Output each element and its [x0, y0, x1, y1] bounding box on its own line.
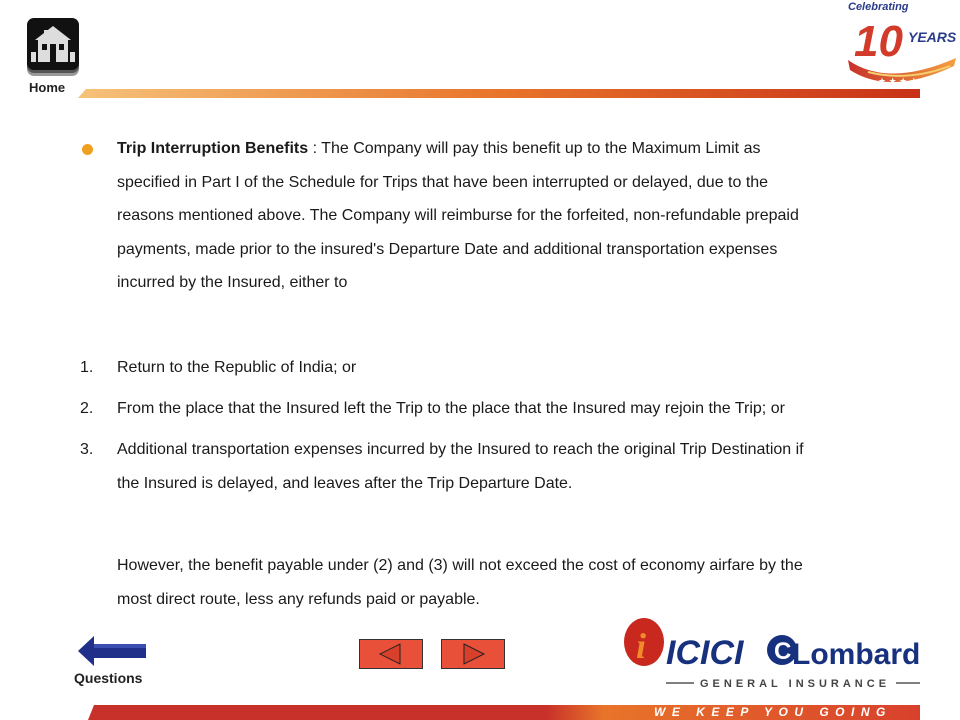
svg-text:YEARS: YEARS	[908, 29, 957, 45]
list-item-text: Additional transportation expenses incurred by the Insured to reach the original Trip Destination if	[117, 441, 804, 458]
intro-heading: Trip Interruption Benefits	[117, 140, 309, 157]
tagline: WE KEEP YOU GOING	[654, 705, 892, 719]
svg-text:i: i	[636, 626, 647, 666]
svg-text:Celebrating: Celebrating	[848, 1, 909, 13]
list-number: 3.	[80, 441, 94, 458]
svg-text:★ ★ ★ ★: ★ ★ ★ ★	[878, 76, 918, 86]
home-label: Home	[29, 80, 66, 95]
next-slide-button[interactable]	[441, 639, 505, 669]
svg-text:ICICI: ICICI	[666, 634, 744, 672]
list-number: 1.	[80, 359, 94, 376]
note-line: However, the benefit payable under (2) and (3) will not exceed the cost of economy airfare by the	[117, 557, 803, 574]
svg-text:Lombard: Lombard	[792, 638, 921, 671]
intro-line: reasons mentioned above. The Company will reimburse for the forfeited, non-refundable prepaid	[117, 207, 799, 224]
note-paragraph	[117, 549, 927, 616]
svg-text:GENERAL INSURANCE: GENERAL INSURANCE	[700, 678, 891, 690]
intro-line: : The Company will pay this benefit up to the Maximum Limit as	[308, 140, 761, 157]
left-arrow-icon	[78, 634, 148, 668]
triangle-left-icon	[360, 640, 422, 668]
svg-text:10: 10	[854, 17, 903, 66]
list-item	[117, 392, 927, 426]
list-item	[117, 351, 927, 385]
list-item-text: Return to the Republic of India; or	[117, 359, 357, 376]
questions-label: Questions	[74, 670, 143, 686]
intro-line: payments, made prior to the insured's Departure Date and additional transportation expenses	[117, 240, 778, 258]
list-item-text: the Insured is delayed, and leaves after the Trip Departure Date.	[117, 474, 573, 492]
bullet-icon	[82, 144, 93, 155]
svg-text:C: C	[774, 638, 792, 665]
list-item	[117, 433, 927, 500]
intro-line: specified in Part I of the Schedule for Trips that have been interrupted or delayed, due to the	[117, 173, 769, 191]
icici-lombard-logo	[622, 616, 922, 692]
intro-line: incurred by the Insured, either to	[117, 274, 348, 291]
questions-button[interactable]	[74, 634, 158, 690]
previous-slide-button[interactable]	[359, 639, 423, 669]
intro-paragraph	[117, 132, 927, 300]
note-line: most direct route, less any refunds paid or payable.	[117, 590, 480, 608]
list-number: 2.	[80, 400, 94, 417]
list-item-text: From the place that the Insured left the Trip to the place that the Insured may rejoin the Trip; or	[117, 400, 785, 417]
triangle-right-icon	[442, 640, 504, 668]
